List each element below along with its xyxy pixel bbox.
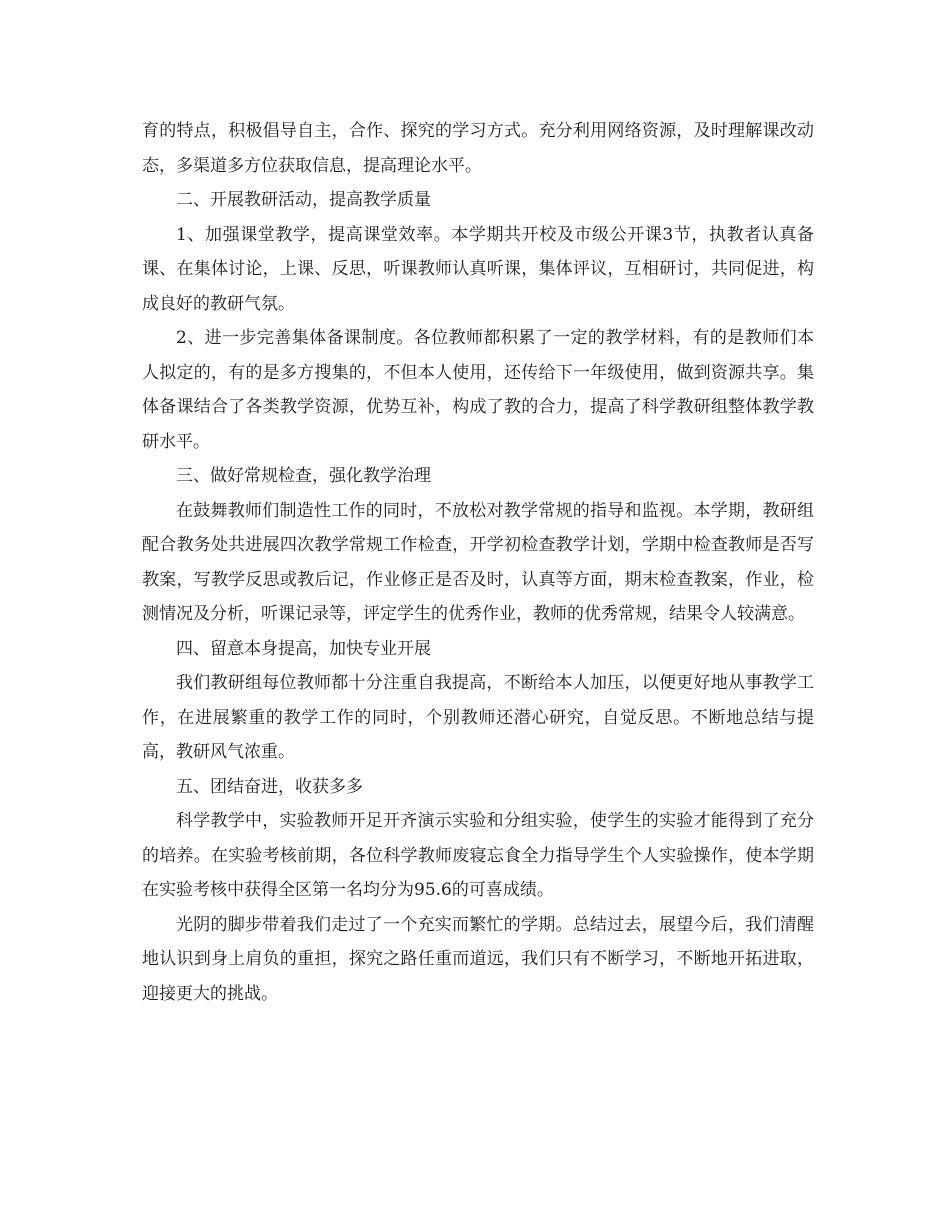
- section-heading-4: 四、留意本身提高，加快专业开展: [176, 638, 431, 659]
- paragraph-collective-preparation: 2、进一步完善集体备课制度。各位教师都积累了一定的教学材料，有的是教师们本人拟定的，有的是多方搜集的，不但本人使用，还传给下一年级使用，做到资源共享。集体备课结合了各类教学资源，优势互补，构成了教的合力，提高了科学教研组整体教学教研水平。: [142, 328, 814, 452]
- section-heading-5: 五、团结奋进，收获多多: [176, 776, 363, 797]
- document-body: [142, 114, 814, 1011]
- section-heading-3: 三、做好常规检查，强化教学治理: [176, 466, 431, 486]
- paragraph-continuation: 育的特点，积极倡导自主，合作、探究的学习方式。充分利用网络资源，及时理解课改动态，多渠道多方位获取信息，提高理论水平。: [142, 121, 814, 176]
- paragraph-self-improvement: 我们教研组每位教师都十分注重自我提高，不断给本人加压，以便更好地从事教学工作，在进展繁重的教学工作的同时，个别教师还潜心研究，自觉反思。不断地总结与提高，教研风气浓重。: [142, 673, 814, 762]
- paragraph-routine-inspection: 在鼓舞教师们制造性工作的同时，不放松对教学常规的指导和监视。本学期，教研组配合教务处共进展四次教学常规工作检查，开学初检查教学计划，学期中检查教师是否写教案，写教学反思或教后记，作业修正是否及时，认真等方面，期末检查教案，作业，检测情况及分析，听课记录等，评定学生的优秀作业，教师的优秀常规，结果令人较满意。: [142, 500, 814, 624]
- paragraph-experiments: 科学教学中，实验教师开足开齐演示实验和分组实验，使学生的实验才能得到了充分的培养。在实验考核前期，各位科学教师废寝忘食全力指导学生个人实验操作，使本学期在实验考核中获得全区第一名均分为95.6的可喜成绩。: [142, 811, 814, 900]
- section-heading-2: 二、开展教研活动，提高教学质量: [176, 190, 431, 210]
- paragraph-classroom-teaching: 1、加强课堂教学，提高课堂效率。本学期共开校及市级公开课3节，执教者认真备课、在集体讨论，上课、反思，听课教师认真听课，集体评议，互相研讨，共同促进，构成良好的教研气氛。: [142, 224, 814, 314]
- paragraph-conclusion: 光阴的脚步带着我们走过了一个充实而繁忙的学期。总结过去，展望今后，我们清醒地认识到身上肩负的重担，探究之路任重而道远，我们只有不断学习，不断地开拓进取，迎接更大的挑战。: [142, 914, 814, 1004]
